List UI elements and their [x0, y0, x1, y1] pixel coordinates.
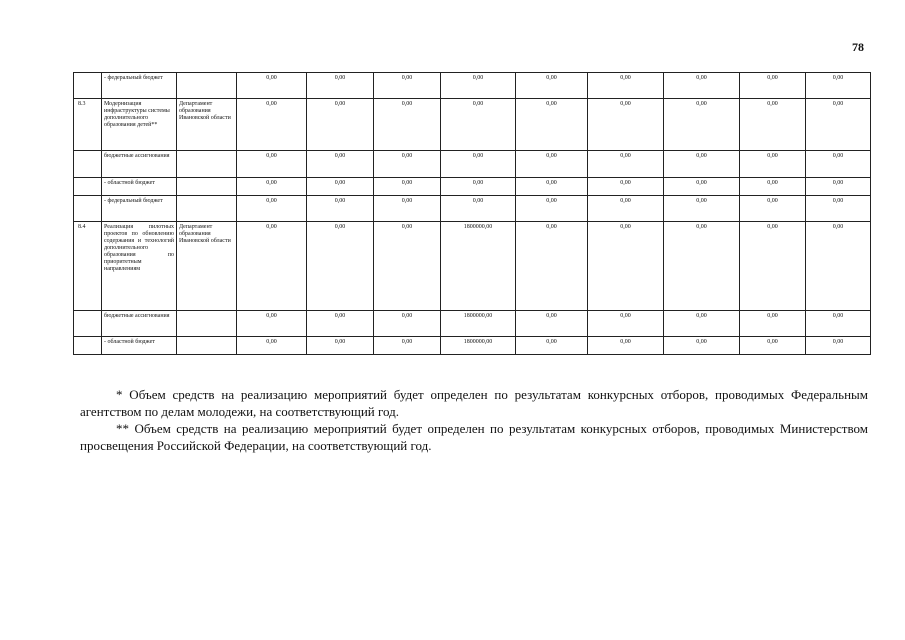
value-cell: 0,00 [237, 196, 307, 222]
row-name-cell: - федеральный бюджет [102, 196, 177, 222]
table-row [74, 337, 871, 355]
value-cell: 0,00 [237, 311, 307, 337]
value-cell: 1800000,00 [441, 222, 516, 311]
executor-cell: Департамент образования Ивановской области [177, 99, 237, 151]
value-cell: 0,00 [664, 178, 740, 196]
value-cell: 0,00 [516, 337, 588, 355]
value-cell: 0,00 [664, 99, 740, 151]
value-cell: 0,00 [516, 151, 588, 178]
value-cell: 0,00 [588, 73, 664, 99]
value-cell: 1800000,00 [441, 337, 516, 355]
value-cell: 0,00 [806, 151, 871, 178]
executor-cell [177, 178, 237, 196]
value-cell: 0,00 [307, 311, 374, 337]
row-name-cell: - федеральный бюджет [102, 73, 177, 99]
value-cell: 0,00 [806, 311, 871, 337]
row-name-cell: - областной бюджет [102, 178, 177, 196]
value-cell: 0,00 [237, 222, 307, 311]
row-number-cell [74, 196, 102, 222]
executor-cell [177, 311, 237, 337]
value-cell: 0,00 [516, 73, 588, 99]
value-cell: 0,00 [237, 99, 307, 151]
value-cell: 0,00 [516, 99, 588, 151]
value-cell: 0,00 [307, 73, 374, 99]
value-cell: 0,00 [740, 196, 806, 222]
value-cell: 0,00 [441, 178, 516, 196]
value-cell: 0,00 [740, 151, 806, 178]
value-cell: 0,00 [740, 73, 806, 99]
value-cell: 0,00 [516, 178, 588, 196]
value-cell: 0,00 [740, 178, 806, 196]
value-cell: 0,00 [588, 222, 664, 311]
value-cell: 0,00 [441, 99, 516, 151]
value-cell: 0,00 [441, 196, 516, 222]
table-row [74, 311, 871, 337]
budget-table [73, 72, 871, 355]
table-row [74, 73, 871, 99]
value-cell: 0,00 [374, 222, 441, 311]
executor-cell: Департамент образования Ивановской области [177, 222, 237, 311]
value-cell: 0,00 [307, 99, 374, 151]
table-row [74, 178, 871, 196]
value-cell: 0,00 [588, 151, 664, 178]
value-cell: 0,00 [740, 311, 806, 337]
row-name-cell: Реализация пилотных проектов по обновлению содержания и технологий дополнительного образования по приоритетным направлениям [102, 222, 177, 311]
value-cell: 0,00 [516, 196, 588, 222]
value-cell: 0,00 [588, 337, 664, 355]
page-number: 78 [852, 40, 864, 54]
value-cell: 0,00 [374, 99, 441, 151]
row-number-cell [74, 151, 102, 178]
value-cell: 0,00 [374, 337, 441, 355]
row-number-cell [74, 178, 102, 196]
value-cell: 0,00 [237, 151, 307, 178]
row-number-cell: 8.3 [74, 99, 102, 151]
value-cell: 0,00 [806, 337, 871, 355]
executor-cell [177, 196, 237, 222]
executor-cell [177, 337, 237, 355]
row-number-cell [74, 73, 102, 99]
row-name-cell: бюджетные ассигнования [102, 151, 177, 178]
value-cell: 0,00 [307, 222, 374, 311]
value-cell: 1800000,00 [441, 311, 516, 337]
footnote-2: ** Объем средств на реализацию мероприятий будет определен по результатам конкурсных отборов, проводимых Министерством просвещения Российской Федерации, на соответствующий год. [80, 421, 868, 453]
value-cell: 0,00 [374, 178, 441, 196]
value-cell: 0,00 [806, 178, 871, 196]
value-cell: 0,00 [664, 151, 740, 178]
row-name-cell: - областной бюджет [102, 337, 177, 355]
value-cell: 0,00 [588, 99, 664, 151]
row-number-cell [74, 337, 102, 355]
value-cell: 0,00 [806, 196, 871, 222]
value-cell: 0,00 [740, 337, 806, 355]
value-cell: 0,00 [588, 311, 664, 337]
footnotes [80, 386, 868, 454]
value-cell: 0,00 [441, 151, 516, 178]
value-cell: 0,00 [588, 196, 664, 222]
value-cell: 0,00 [237, 73, 307, 99]
value-cell: 0,00 [588, 178, 664, 196]
value-cell: 0,00 [664, 311, 740, 337]
table-row [74, 222, 871, 311]
value-cell: 0,00 [374, 151, 441, 178]
value-cell: 0,00 [374, 73, 441, 99]
row-name-cell: Модернизация инфраструктуры системы дополнительного образования детей** [102, 99, 177, 151]
value-cell: 0,00 [237, 178, 307, 196]
executor-cell [177, 151, 237, 178]
footnote-1: * Объем средств на реализацию мероприятий будет определен по результатам конкурсных отборов, проводимых Федеральным агентством по делам молодежи, на соответствующий год. [80, 387, 868, 419]
value-cell: 0,00 [516, 222, 588, 311]
row-name-cell: бюджетные ассигнования [102, 311, 177, 337]
value-cell: 0,00 [441, 73, 516, 99]
table-row [74, 196, 871, 222]
value-cell: 0,00 [307, 337, 374, 355]
value-cell: 0,00 [307, 178, 374, 196]
value-cell: 0,00 [307, 196, 374, 222]
value-cell: 0,00 [806, 73, 871, 99]
value-cell: 0,00 [664, 222, 740, 311]
value-cell: 0,00 [664, 73, 740, 99]
value-cell: 0,00 [664, 337, 740, 355]
row-number-cell [74, 311, 102, 337]
value-cell: 0,00 [374, 196, 441, 222]
value-cell: 0,00 [516, 311, 588, 337]
value-cell: 0,00 [740, 222, 806, 311]
value-cell: 0,00 [664, 196, 740, 222]
value-cell: 0,00 [237, 337, 307, 355]
value-cell: 0,00 [740, 99, 806, 151]
executor-cell [177, 73, 237, 99]
table-row [74, 99, 871, 151]
value-cell: 0,00 [806, 99, 871, 151]
table-row [74, 151, 871, 178]
value-cell: 0,00 [374, 311, 441, 337]
row-number-cell: 8.4 [74, 222, 102, 311]
value-cell: 0,00 [806, 222, 871, 311]
value-cell: 0,00 [307, 151, 374, 178]
